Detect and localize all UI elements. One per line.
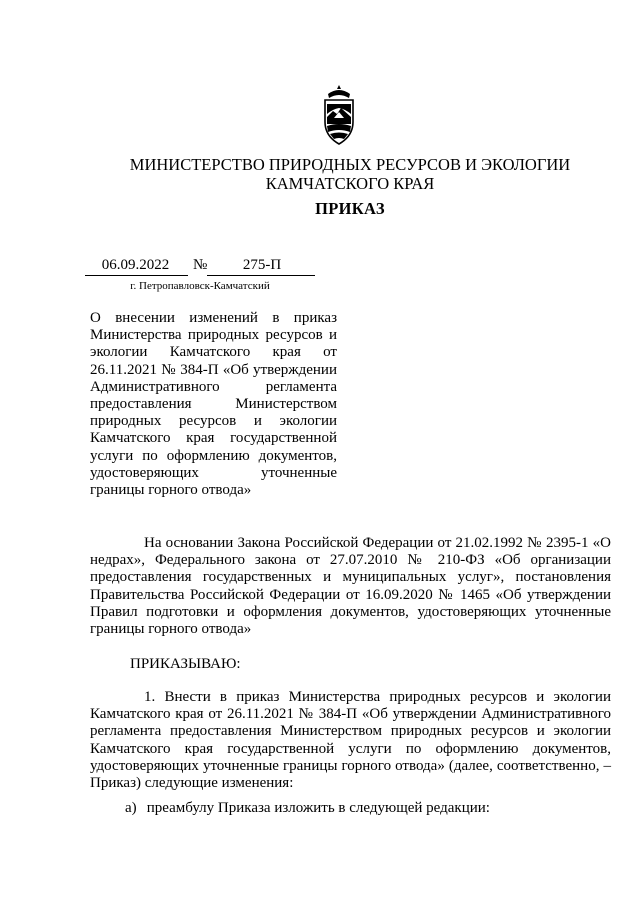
ministry-name-line-1: МИНИСТЕРСТВО ПРИРОДНЫХ РЕСУРСОВ И ЭКОЛОГИИ: [129, 155, 571, 174]
item-1-text: 1. Внести в приказ Министерства природных ресурсов и экологии Камчатского края от 26.11.2021 № 384-П «Об утверждении Административного регламента предоставления Министерством природных ресурсов и экологии Камчатского края государственной услуги по оформлению документов, удостоверяющих уточненные границы горного отвода» (далее, соответственно, – Приказ) следующие изменения:: [90, 689, 611, 792]
ministry-name-line-2: КАМЧАТСКОГО КРАЯ: [265, 174, 435, 193]
order-word: ПРИКАЗЫВАЮ:: [130, 656, 241, 672]
subject-last-line: границы горного отвода»: [90, 482, 252, 499]
order-date-number-row: [85, 257, 315, 277]
item-1-paragraph: [90, 689, 611, 792]
number-sign: №: [193, 257, 208, 273]
preamble-paragraph: [90, 535, 611, 638]
order-number: 275-П: [242, 257, 282, 273]
item-a: [125, 800, 490, 817]
number-underline: [207, 275, 315, 276]
preamble-text: На основании Закона Российской Федерации от 21.02.1992 № 2395-1 «О недрах», Федерального закона от 27.07.2010 № 210-ФЗ «Об организации предоставления государственных и муниципальных услуг», постановления Правительства Российской Федерации от 16.09.2020 № 1465 «Об утверждении Правил подготовки и оформления документов, удостоверяющих уточненные границы горного отвода»: [90, 535, 611, 638]
item-a-label: а): [125, 800, 137, 816]
order-date: 06.09.2022: [101, 257, 170, 273]
order-title: ПРИКАЗ: [315, 199, 385, 218]
subject-text: О внесении изменений в приказ Министерства природных ресурсов и экологии Камчатского края от 26.11.2021 № 384-П «Об утверждении Административного регламента предоставления Министерством природных ресурсов и экологии Камчатского края государственной услуги по оформлению документов, удостоверяющих уточненные: [90, 310, 337, 481]
order-subject: [90, 310, 337, 499]
item-a-text: преамбулу Приказа изложить в следующей редакции:: [146, 800, 490, 816]
kamchatka-emblem-icon: [322, 84, 356, 146]
order-city: г. Петропавловск-Камчатский: [130, 280, 270, 292]
date-underline: [85, 275, 188, 276]
